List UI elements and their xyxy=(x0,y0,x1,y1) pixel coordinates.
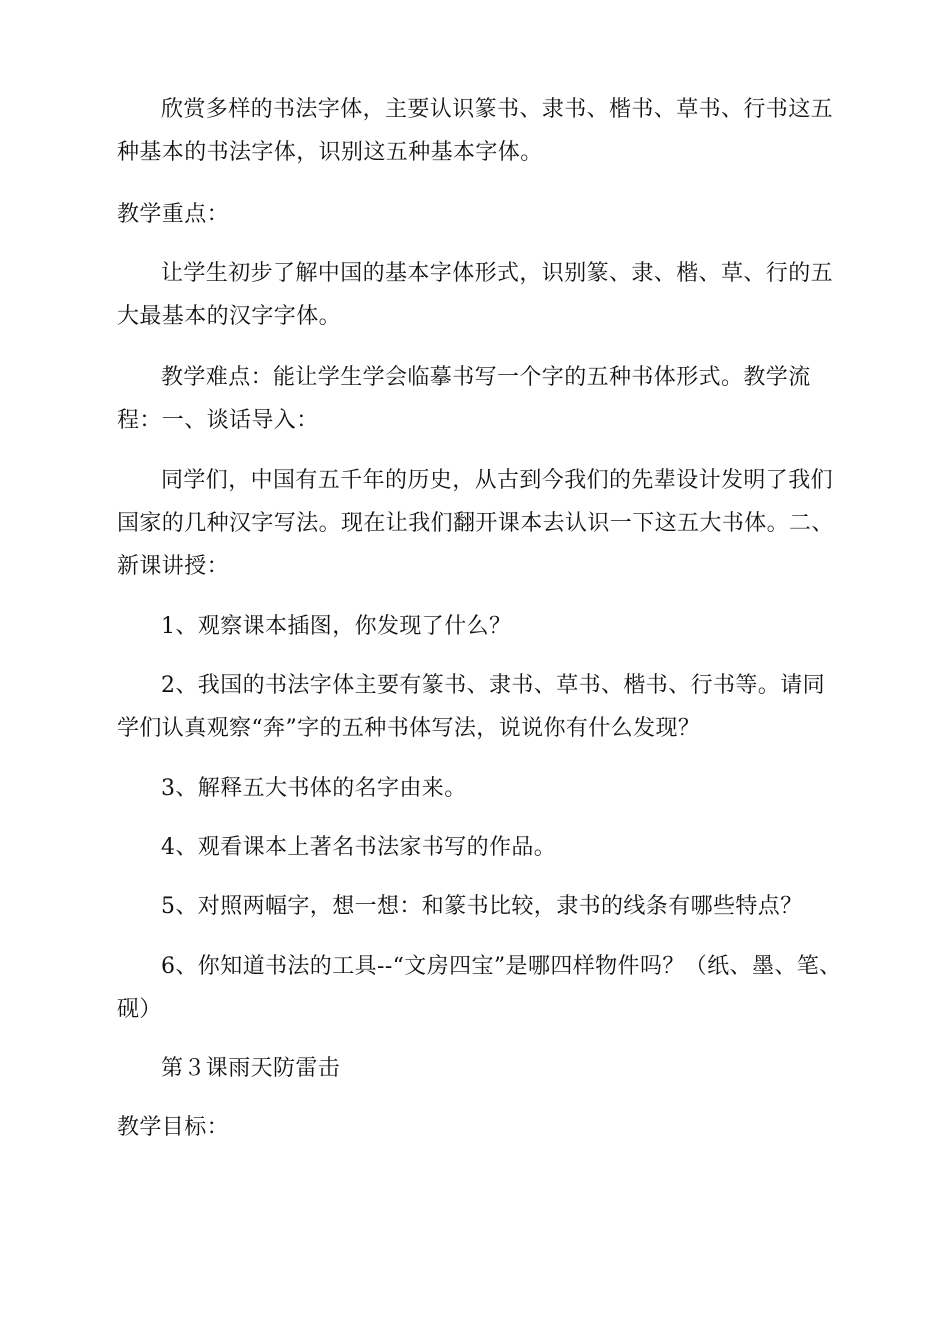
list-item-6: 6、你知道书法的工具--“文房四宝”是哪四样物件吗？（纸、墨、笔、砚） xyxy=(117,954,842,1022)
lesson-title: 第３课雨天防雷击 xyxy=(161,1056,341,1081)
paragraph-introduction: 同学们，中国有五千年的历史，从古到今我们的先辈设计发明了我们国家的几种汉字写法。现在让我们翻开课本去认识一下这五大书体。二、新课讲授： xyxy=(117,468,834,579)
list-item-4: 4、观看课本上著名书法家书写的作品。 xyxy=(161,835,557,860)
heading-teaching-focus: 教学重点： xyxy=(117,202,230,227)
list-item-5: 5、对照两幅字，想一想：和篆书比较，隶书的线条有哪些特点？ xyxy=(161,894,803,919)
list-item-1: 1、观察课本插图，你发现了什么？ xyxy=(161,614,512,639)
list-item-2: 2、我国的书法字体主要有篆书、隶书、草书、楷书、行书等。请同学们认真观察“奔”字的五种书体写法，说说你有什么发现？ xyxy=(117,673,825,741)
paragraph-calligraphy-intro: 欣赏多样的书法字体，主要认识篆书、隶书、楷书、草书、行书这五种基本的书法字体，识别这五种基本字体。 xyxy=(117,97,834,165)
heading-teaching-goals: 教学目标： xyxy=(117,1115,230,1140)
list-item-3: 3、解释五大书体的名字由来。 xyxy=(161,776,467,801)
paragraph-teaching-focus: 让学生初步了解中国的基本字体形式，识别篆、隶、楷、草、行的五大最基本的汉字字体。 xyxy=(117,261,834,329)
paragraph-teaching-difficulty: 教学难点：能让学生学会临摹书写一个字的五种书体形式。教学流程：一、谈话导入： xyxy=(117,365,811,433)
